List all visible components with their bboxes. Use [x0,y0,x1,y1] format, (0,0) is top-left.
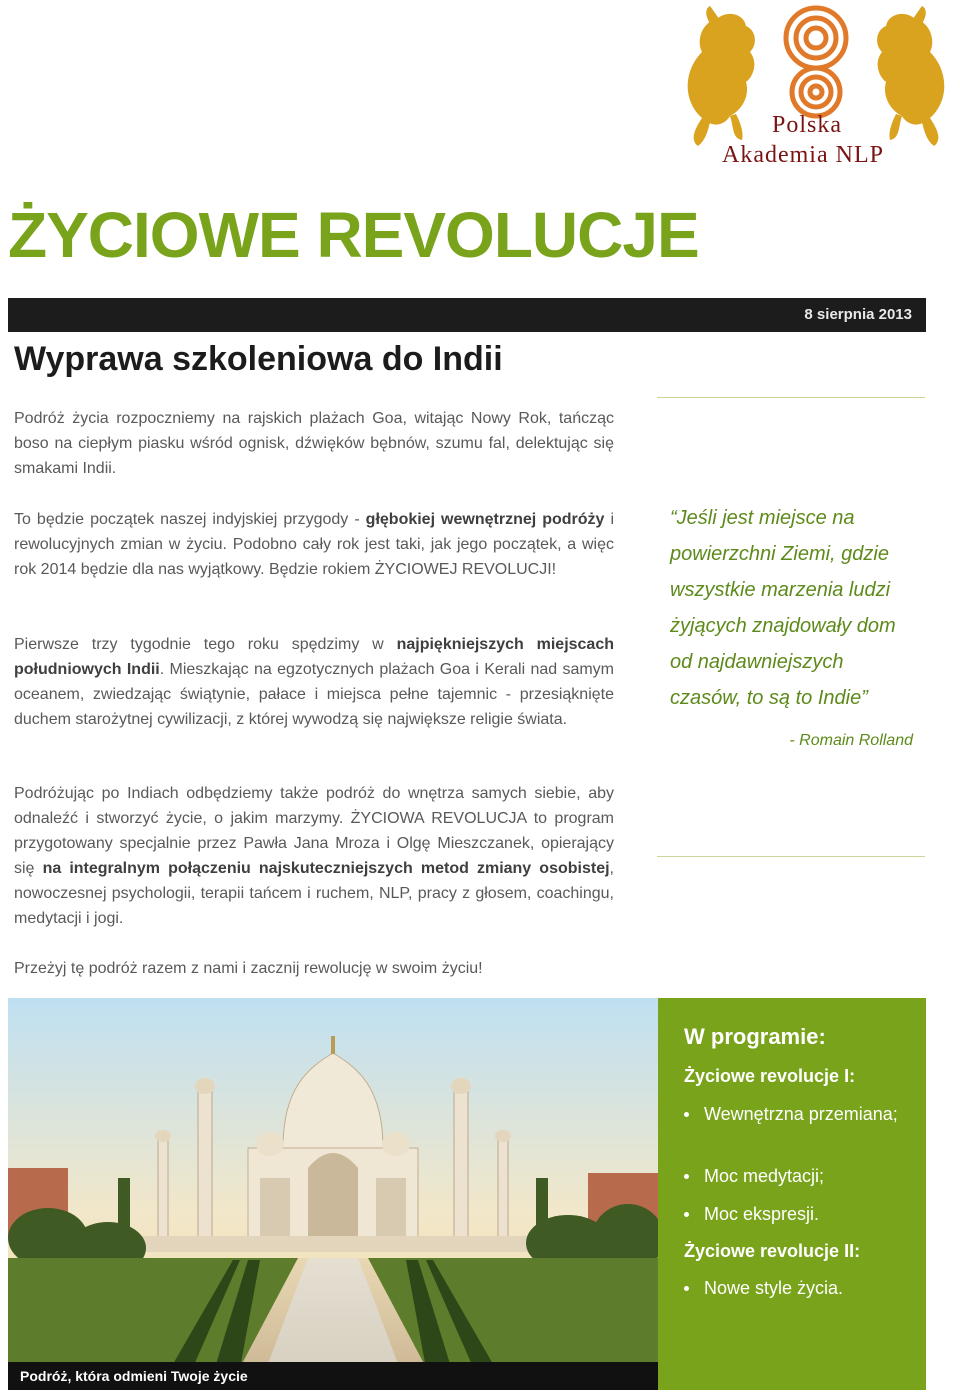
paragraph-start [14,507,614,582]
program-item-label: Moc medytacji; [704,1166,825,1186]
program-section-1-title: Życiowe revolucje I: [684,1066,856,1086]
photo-caption-bar [8,1362,658,1390]
program-section-2-title: Życiowe revolucje II: [684,1241,861,1261]
date-bar [8,298,926,332]
pull-quote: “Jeśli jest miejsce na powierzchni Ziemi, gdzie wszystkie marzenia ludzi żyjących znajdowały dom od najdawniejszych czasów, to są to Indie” [670,507,896,709]
photo-caption: Podróż, która odmieni Twoje życie [20,1368,248,1384]
paragraph-program-bold: na integralnym połączeniu najskuteczniejszych metod zmiany osobistej [42,860,610,877]
paragraph-start-text-a: To będzie początek naszej indyjskiej przygody - [14,511,366,528]
quote-rule-top [657,397,925,398]
program-item-label: Nowe style życia. [704,1278,844,1298]
program-item-label: Wewnętrzna przemiana; [704,1104,898,1124]
quote-rule-bottom [657,856,925,857]
issue-date: 8 sierpnia 2013 [804,306,912,323]
paragraph-south-text-a: Pierwsze trzy tygodnie tego roku spędzimy w [14,636,397,653]
program-item [684,1164,904,1188]
program-item [684,1202,904,1226]
taj-mahal-photo [8,998,658,1390]
paragraph-intro [14,406,614,481]
logo [672,0,960,172]
quote-author: - Romain Rolland [789,732,913,749]
program-item [684,1102,904,1126]
program-box [658,998,926,1390]
paragraph-program [14,781,614,931]
paragraph-start-bold: głębokiej wewnętrznej podróży [365,511,605,528]
masthead-title: ŻYCIOWE REVOLUCJE [8,199,699,271]
taj-mahal-illustration [8,998,658,1390]
paragraph-south-india [14,632,614,732]
program-item-label: Moc ekspresji. [704,1204,820,1224]
paragraph-call-to-action [14,956,634,981]
paragraph-program-text-c: , nowoczesnej psychologii, terapii tańcem i ruchem, NLP, pracy z głosem, coachingu, medytacji i jogi. [14,860,614,927]
program-item [684,1276,904,1300]
paragraph-intro-text: Podróż życia rozpoczniemy na rajskich plażach Goa, witając Nowy Rok, tańcząc boso na ciepłym piasku wśród ognisk, dźwięków bębnów, szumu fal, delektując się smakami Indii. [14,410,614,477]
program-title: W programie: [684,1024,826,1049]
logo-text-polska: Polska [772,112,843,138]
paragraph-program-text-a: Podróżując po Indiach odbędziemy także podróż do wnętrza samych siebie, aby odnaleźć i stworzyć życie, o jakim marzymy. ŻYCIOWA REVOLUCJA to program przygotowany specjalnie przez Pawła Jana Mroza i Olgę Mieszczanek, opierający się [14,785,614,877]
logo-text-akademia: Akademia NLP [722,142,884,168]
article-headline: Wyprawa szkoleniowa do Indii [14,340,503,378]
paragraph-south-text-c: . Mieszkając na egzotycznych plażach Goa i Kerali nad samym oceanem, zwiedzając świątynie, pałace i miejsca pełne tajemnic - przesiąknięte duchem starożytnej cywilizacji, z której wywodzą się największe religie świata. [14,661,615,728]
paragraph-south-bold: najpiękniejszych miejscach południowych Indii [14,636,614,678]
paragraph-start-text-c: i rewolucyjnych zmian w życiu. Podobno cały rok jest taki, jak jego początek, a więc rok 2014 będzie dla nas wyjątkowy. Będzie rokiem ŻYCIOWEJ REVOLUCJI! [14,511,614,578]
paragraph-cta-text: Przeżyj tę podróż razem z nami i zacznij rewolucję w swoim życiu! [14,960,483,977]
